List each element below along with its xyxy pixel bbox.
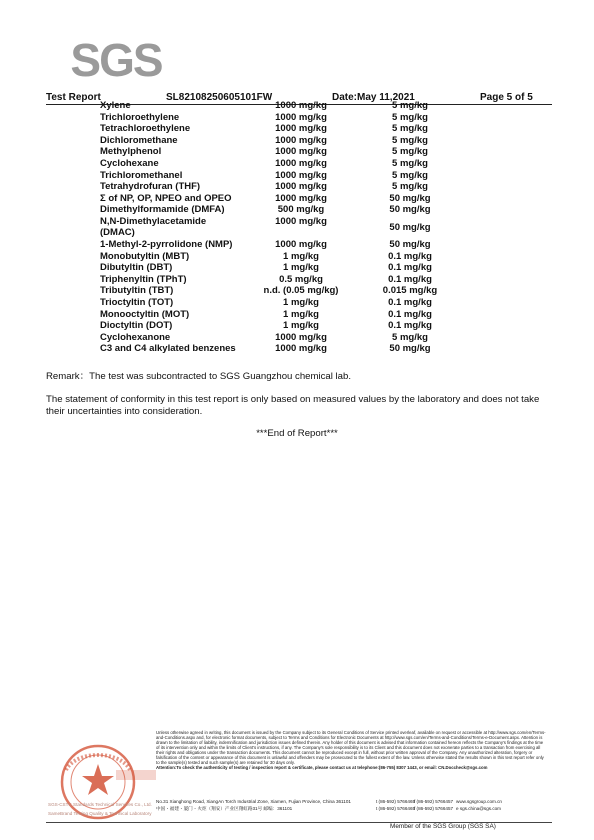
reporting-limit: 50 mg/kg bbox=[389, 238, 431, 250]
substance-name: Tetrahydrofuran (THF) bbox=[100, 181, 201, 193]
fax-block bbox=[414, 798, 453, 812]
limit-value: 1000 mg/kg bbox=[275, 111, 327, 123]
table-row bbox=[100, 135, 464, 147]
table-row bbox=[100, 239, 464, 251]
substance-name: Trichloromethanel bbox=[100, 169, 183, 181]
email-link[interactable]: e sgs.china@sgs.com bbox=[456, 806, 502, 811]
remark: Remark：The test was subcontracted to SGS Guangzhou chemical lab. bbox=[46, 371, 352, 382]
reporting-limit: 50 mg/kg bbox=[389, 204, 431, 216]
table-row bbox=[100, 262, 464, 274]
reporting-limit: 0.1 mg/kg bbox=[388, 296, 432, 308]
limit-value: n.d. (0.05 mg/kg) bbox=[263, 285, 339, 297]
report-date: Date:May 11,2021 bbox=[332, 92, 415, 103]
substance-name: Dibutyltin (DBT) bbox=[100, 262, 173, 274]
website-link[interactable]: www.sgsgroup.com.cn bbox=[456, 799, 502, 804]
address-en: No.31 Xianghong Road, XiangAn Torch Industrial Zone, Xiamen, Fujian Province, China 361101 bbox=[156, 799, 351, 804]
reporting-limit: 5 mg/kg bbox=[392, 157, 428, 169]
substance-name: Dichloromethane bbox=[100, 134, 178, 146]
table-row bbox=[100, 123, 464, 135]
table-row bbox=[100, 112, 464, 124]
substance-name: Dioctyltin (DOT) bbox=[100, 320, 173, 332]
attention-text: Attention:To check the authenticity of testing / inspection report & certificate, please contact us at telephone:(86-755) 8307 1443, or email: CN.Doccheck@sgs.com bbox=[156, 765, 488, 770]
limit-value: 1000 mg/kg bbox=[275, 157, 327, 169]
substance-name: Dimethylformamide (DMFA) bbox=[100, 204, 225, 216]
reporting-limit: 5 mg/kg bbox=[392, 123, 428, 135]
limit-value: 1000 mg/kg bbox=[275, 181, 327, 193]
reporting-limit: 5 mg/kg bbox=[392, 146, 428, 158]
reporting-limit: 5 mg/kg bbox=[392, 100, 428, 111]
reporting-limit: 0.1 mg/kg bbox=[388, 308, 432, 320]
substance-name: N,N-Dimethylacetamide (DMAC) bbox=[100, 215, 207, 238]
limit-value: 1000 mg/kg bbox=[275, 134, 327, 146]
table-row bbox=[100, 204, 464, 216]
reporting-limit: 0.1 mg/kg bbox=[388, 273, 432, 285]
company-name-1: SGS-CSTC Standards Technical Services Co., Ltd. bbox=[48, 802, 152, 807]
table-row bbox=[100, 251, 464, 263]
limit-value: 1 mg/kg bbox=[283, 250, 319, 262]
substance-name: Cyclohexanone bbox=[100, 331, 171, 343]
substance-name: Tributyltin (TBT) bbox=[100, 285, 174, 297]
address-cn: 中国・福建・厦门・火炬（翔安）产业区翔虹路31号 邮编：361101 bbox=[156, 806, 293, 811]
limit-value: 1000 mg/kg bbox=[275, 331, 327, 343]
limit-value: 1 mg/kg bbox=[283, 262, 319, 274]
end-of-report: ***End of Report*** bbox=[256, 428, 338, 439]
reporting-limit: 5 mg/kg bbox=[392, 111, 428, 123]
limit-value: 1 mg/kg bbox=[283, 308, 319, 320]
table-row bbox=[100, 170, 464, 182]
table-row bbox=[100, 343, 464, 355]
reporting-limit: 0.015 mg/kg bbox=[382, 285, 438, 297]
substance-name: Triphenyltin (TPhT) bbox=[100, 273, 187, 285]
table-row bbox=[100, 285, 464, 297]
table-row bbox=[100, 100, 464, 112]
reporting-limit: 5 mg/kg bbox=[392, 181, 428, 193]
conformity-statement: The statement of conformity in this test report is only based on measured values by the laboratory and does not take their uncertainties into consideration. bbox=[46, 394, 540, 417]
substance-name: Monobutyltin (MBT) bbox=[100, 250, 190, 262]
limit-value: 1000 mg/kg bbox=[275, 146, 327, 158]
limit-value: 1000 mg/kg bbox=[275, 169, 327, 181]
phone-block bbox=[376, 798, 415, 812]
limit-value: 1000 mg/kg bbox=[275, 343, 327, 355]
table-row bbox=[100, 158, 464, 170]
table-row bbox=[100, 332, 464, 344]
tel-1: t (86-592) 5766465 bbox=[376, 799, 416, 804]
table-row bbox=[100, 320, 464, 332]
reporting-limit: 5 mg/kg bbox=[392, 331, 428, 343]
substance-name: C3 and C4 alkylated benzenes bbox=[100, 343, 236, 355]
reporting-limit: 5 mg/kg bbox=[392, 134, 428, 146]
substance-name: Monooctyltin (MOT) bbox=[100, 308, 190, 320]
limit-value: 1000 mg/kg bbox=[275, 215, 327, 227]
results-table bbox=[100, 100, 464, 355]
limit-value: 1000 mg/kg bbox=[275, 123, 327, 135]
tel-2: t (86-592) 5766465 bbox=[376, 806, 416, 811]
company-side-text bbox=[48, 800, 152, 818]
limit-value: 1000 mg/kg bbox=[275, 100, 327, 111]
report-number: SL82108250605101FW bbox=[166, 92, 273, 103]
header-label: Test Report bbox=[46, 92, 101, 103]
reporting-limit: 50 mg/kg bbox=[389, 343, 431, 355]
fax-2: f (86-592) 5766457 bbox=[414, 806, 454, 811]
page-number: Page 5 of 5 bbox=[480, 92, 533, 103]
limit-value: 1000 mg/kg bbox=[275, 192, 327, 204]
table-row bbox=[100, 146, 464, 158]
footer-disclaimer bbox=[156, 730, 546, 770]
substance-name: Tetrachloroethylene bbox=[100, 123, 191, 135]
table-row bbox=[100, 193, 464, 205]
substance-name: Trioctyltin (TOT) bbox=[100, 296, 174, 308]
substance-name: Cyclohexane bbox=[100, 157, 159, 169]
reporting-limit: 50 mg/kg bbox=[389, 221, 431, 233]
logo-text: SGS bbox=[70, 34, 162, 86]
sgs-logo bbox=[66, 30, 166, 86]
substance-name: Methylphenol bbox=[100, 146, 162, 158]
table-row bbox=[100, 181, 464, 193]
limit-value: 500 mg/kg bbox=[277, 204, 325, 216]
table-row bbox=[100, 274, 464, 286]
disclaimer-text: Unless otherwise agreed in writing, this document is issued by the Company subject to its General Conditions of Service printed overleaf, available on request or accessible at http://www.sgs.com/en/Terms-and-Conditions.aspx and, for electronic format documents, subject to Terms and Conditions for Electronic Documents at http://www.sgs.com/en/Terms-and-Conditions/Terms-e-Document.aspx. Attention is drawn to the limitation of liability, indemnification and jurisdiction issues defined therein. Any holder of this document is advised that information contained hereon reflects the Company's findings at the time of its intervention only and within the limits of Client's instructions, if any. The Company's sole responsibility is to its Client and this document does not exonerate parties to a transaction from exercising all their rights and obligations under the transaction documents. This document cannot be reproduced except in full, without prior written approval of the Company. Any unauthorized alteration, forgery or falsification of the content or appearance of this document is unlawful and offenders may be prosecuted to the fullest extent of the law. Unless otherwise stated the results shown in this test report refer only to the sample(s) tested and such sample(s) are retained for 30 days only. bbox=[156, 730, 546, 765]
substance-name: 1-Methyl-2-pyrrolidone (NMP) bbox=[100, 238, 233, 250]
web-block bbox=[456, 798, 502, 812]
member-text: Member of the SGS Group (SGS SA) bbox=[390, 823, 496, 830]
table-row bbox=[100, 309, 464, 321]
reporting-limit: 0.1 mg/kg bbox=[388, 262, 432, 274]
limit-value: 1000 mg/kg bbox=[275, 238, 327, 250]
substance-name: Trichloroethylene bbox=[100, 111, 180, 123]
reporting-limit: 5 mg/kg bbox=[392, 169, 428, 181]
substance-name: Xylene bbox=[100, 100, 131, 111]
table-row bbox=[100, 216, 464, 239]
limit-value: 1 mg/kg bbox=[283, 296, 319, 308]
reporting-limit: 0.1 mg/kg bbox=[388, 250, 432, 262]
fax-1: f (86-592) 5766457 bbox=[414, 799, 454, 804]
substance-name: Σ of NP, OP, NPEO and OPEO bbox=[100, 192, 232, 204]
reporting-limit: 50 mg/kg bbox=[389, 192, 431, 204]
limit-value: 0.5 mg/kg bbox=[279, 273, 323, 285]
limit-value: 1 mg/kg bbox=[283, 320, 319, 332]
reporting-limit: 0.1 mg/kg bbox=[388, 320, 432, 332]
table-row bbox=[100, 297, 464, 309]
company-name-2: SameBrand Testing Quality & Technical Laboratory bbox=[48, 811, 152, 816]
address-block bbox=[156, 798, 351, 812]
